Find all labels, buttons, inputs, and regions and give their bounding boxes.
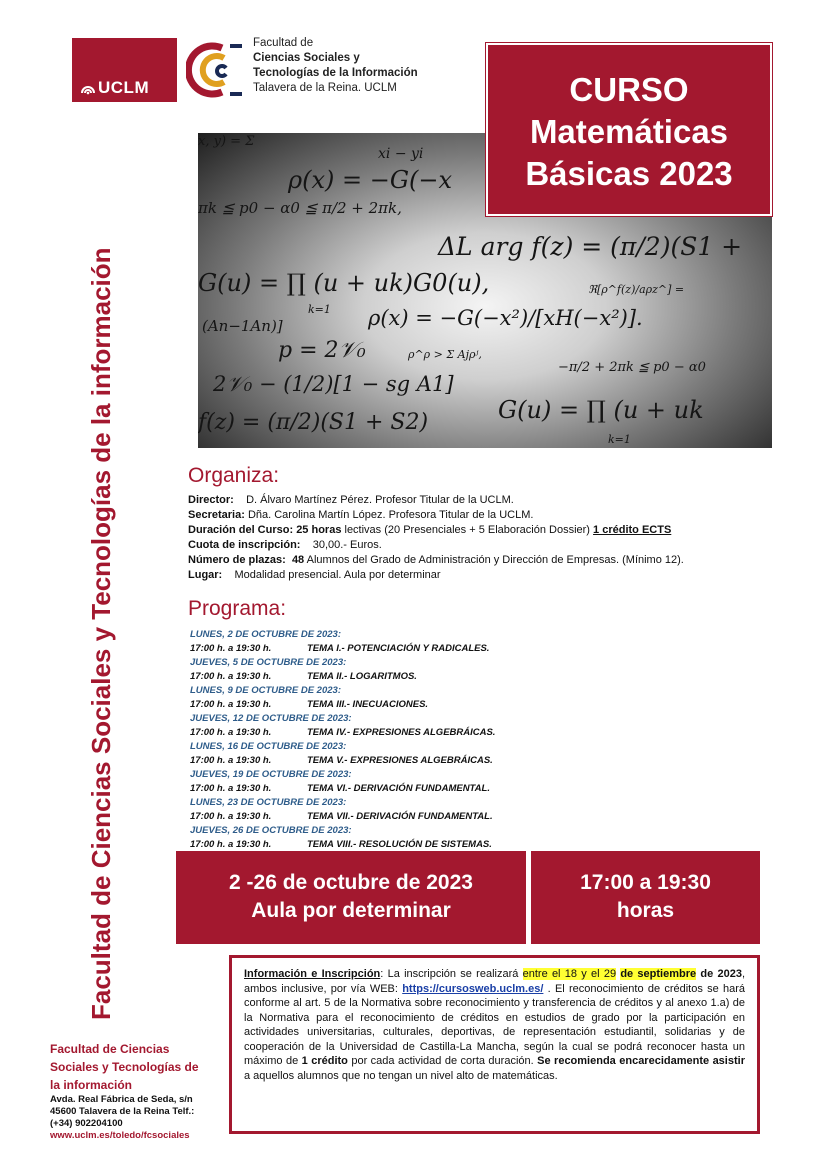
dates-text: 2 -26 de octubre de 2023	[229, 871, 473, 894]
session-topic: TEMA VII.- DERIVACIÓN FUNDAMENTAL.	[307, 811, 493, 822]
duracion-label: Duración del Curso:	[188, 524, 294, 536]
course-title-line: CURSO	[569, 71, 689, 108]
time-text: 17:00 a 19:30	[580, 871, 711, 894]
uclm-logo-text: UCLM	[98, 78, 150, 97]
address-street: Avda. Real Fábrica de Seda, s/n	[50, 1094, 193, 1105]
secretaria-label: Secretaria:	[188, 509, 245, 521]
session-time: 17:00 h. a 19:30 h.	[190, 671, 272, 682]
faculty-name-line: Talavera de la Reina. UCLM	[253, 82, 397, 94]
formula-text: ℜ[ρ^f(z)/aρz^] =	[588, 283, 685, 296]
info-highlight: de septiembre	[620, 968, 697, 980]
secretaria-value: Dña. Carolina Martín López. Profesora Titular de la UCLM.	[247, 509, 534, 521]
formula-text: πk ≦ p0 − α0 ≦ π/2 + 2πk,	[198, 199, 402, 217]
session-day: LUNES, 16 DE OCTUBRE DE 2023:	[190, 741, 347, 752]
session-topic: TEMA I.- POTENCIACIÓN Y RADICALES.	[307, 643, 490, 654]
faculty-name	[253, 36, 418, 96]
session-topic: TEMA III.- INECUACIONES.	[307, 699, 429, 710]
address-name-line: la información	[50, 1078, 133, 1092]
director-row	[188, 493, 768, 508]
organiza-details	[188, 493, 768, 583]
session-time: 17:00 h. a 19:30 h.	[190, 839, 272, 850]
plazas-value: Alumnos del Grado de Administración y Dirección de Empresas. (Mínimo 12).	[306, 554, 684, 566]
director-value: D. Álvaro Martínez Pérez. Profesor Titular de la UCLM.	[246, 494, 514, 506]
session-time: 17:00 h. a 19:30 h.	[190, 811, 272, 822]
session-slot	[190, 782, 750, 796]
formula-text: ρ^ρ > Σ Ajρʲ,	[408, 348, 482, 361]
info-recommend: Se recomienda encarecidamente asistir	[537, 1055, 745, 1067]
session-slot	[190, 810, 750, 824]
info-label: Información e Inscripción	[244, 968, 381, 980]
time-banner	[531, 851, 760, 944]
secretaria-row	[188, 508, 768, 523]
formula-text: (An−1An)]	[202, 317, 283, 335]
session-day: JUEVES, 5 DE OCTUBRE DE 2023:	[190, 657, 347, 668]
info-highlight: entre el 18 y el 29	[522, 968, 617, 980]
info-credit: 1 crédito	[301, 1055, 348, 1067]
formula-text: ΔL arg f(z) = (π/2)(S1 +	[438, 232, 743, 261]
session-topic: TEMA VI.- DERIVACIÓN FUNDAMENTAL.	[307, 783, 490, 794]
course-title-box	[486, 43, 772, 216]
info-text: por cada actividad de corta duración.	[347, 1055, 538, 1067]
address-name-line: Facultad de Ciencias	[50, 1042, 170, 1056]
faculty-name-line: Ciencias Sociales y	[253, 52, 360, 64]
programa-heading: Programa:	[188, 597, 287, 620]
info-box	[229, 955, 760, 1134]
duracion-creditos: 1 crédito ECTS	[593, 524, 672, 536]
faculty-logo-icon	[186, 38, 246, 102]
formula-text: k=1	[608, 433, 631, 446]
formula-text: 2𝒱₀ − (1/2)[1 − sg A1]	[213, 372, 454, 396]
formula-text: −π/2 + 2πk ≦ p0 − α0	[558, 360, 706, 375]
address-web-link[interactable]: www.uclm.es/toledo/fcsociales	[50, 1130, 190, 1141]
formula-text: G(u) = ∏ (u + uk	[498, 396, 704, 424]
course-title-line: Básicas 2023	[525, 155, 733, 192]
info-text: , ambos inclusive, por vía WEB:	[244, 968, 746, 995]
formula-text: G(u) = ∏ (u + uk)G0(u),	[198, 269, 490, 297]
formula-text: f(z) = (π/2)(S1 + S2)	[198, 410, 429, 435]
session-day: LUNES, 9 DE OCTUBRE DE 2023:	[190, 685, 341, 696]
formula-text: xi − yi	[378, 146, 424, 162]
session-day: LUNES, 2 DE OCTUBRE DE 2023:	[190, 629, 341, 640]
session-topic: TEMA V.- EXPRESIONES ALGEBRÁICAS.	[307, 755, 493, 766]
faculty-name-line: Tecnologías de la Información	[253, 67, 418, 79]
registration-link[interactable]: https://cursosweb.uclm.es/	[402, 982, 544, 995]
session-day: JUEVES, 26 DE OCTUBRE DE 2023:	[190, 825, 352, 836]
duracion-horas: 25 horas	[296, 524, 342, 536]
info-text: . El reconocimiento de créditos se hará conforme al art. 5 de la Normativa sobre reconocimiento y transferencia de créditos y al anexo 1.a) de la Normativa para el reconocimiento de créditos en estudios de grado por la participación en actividades universitarias, culturales, deportivas, de representación estudiantil, solidarias y de cooperación de la Universidad de Castilla-La Mancha, según la cual se podrá reconocer hasta un máximo de	[244, 982, 745, 1067]
info-text: a aquellos alumnos que no tengan un nivel alto de matemáticas.	[244, 1069, 558, 1082]
faculty-address	[50, 1040, 230, 1142]
uclm-logo	[72, 38, 177, 102]
duracion-row	[188, 523, 768, 538]
lugar-label: Lugar:	[188, 569, 223, 581]
formula-text: x, y) = Σ	[198, 134, 255, 149]
session-day: LUNES, 23 DE OCTUBRE DE 2023:	[190, 797, 347, 808]
plazas-label: Número de plazas:	[188, 554, 286, 566]
lugar-value: Modalidad presencial. Aula por determinar	[234, 569, 441, 581]
faculty-name-line: Facultad de	[253, 37, 314, 49]
cuota-row	[188, 538, 768, 553]
hours-text: horas	[616, 899, 675, 922]
session-slot	[190, 838, 750, 852]
session-time: 17:00 h. a 19:30 h.	[190, 727, 272, 738]
session-topic: TEMA II.- LOGARITMOS.	[307, 671, 417, 682]
session-slot	[190, 754, 750, 768]
info-text: de 2023	[696, 968, 742, 980]
session-slot	[190, 642, 750, 656]
session-topic: TEMA IV.- EXPRESIONES ALGEBRÁICAS.	[307, 727, 496, 738]
session-time: 17:00 h. a 19:30 h.	[190, 643, 272, 654]
address-phone: (+34) 902204100	[50, 1118, 123, 1129]
formula-text: ρ(x) = −G(−x	[288, 166, 453, 194]
formula-text: p = 2𝒱₀	[278, 338, 366, 363]
dates-banner	[176, 851, 526, 944]
formula-text: k=1	[308, 303, 331, 316]
session-slot	[190, 726, 750, 740]
duracion-detalle: lectivas (20 Presenciales + 5 Elaboración Dossier)	[344, 524, 590, 536]
uclm-emblem-icon	[80, 79, 96, 95]
lugar-row	[188, 568, 768, 583]
address-name-line: Sociales y Tecnologías de	[50, 1060, 199, 1074]
session-topic: TEMA VIII.- RESOLUCIÓN DE SISTEMAS.	[307, 839, 492, 850]
cuota-label: Cuota de inscripción:	[188, 539, 301, 551]
session-day: JUEVES, 19 DE OCTUBRE DE 2023:	[190, 769, 352, 780]
session-time: 17:00 h. a 19:30 h.	[190, 755, 272, 766]
room-text: Aula por determinar	[251, 899, 451, 922]
organiza-heading: Organiza:	[188, 464, 280, 487]
info-text: : La inscripción se realizará	[380, 968, 523, 980]
formula-text: ρ(x) = −G(−x²)/[xH(−x²)].	[368, 306, 643, 330]
director-label: Director:	[188, 494, 234, 506]
session-slot	[190, 698, 750, 712]
address-city: 45600 Talavera de la Reina Telf.:	[50, 1106, 195, 1117]
plazas-row	[188, 553, 768, 568]
side-title: Facultad de Ciencias Sociales y Tecnologías de la información	[86, 247, 116, 1020]
session-slot	[190, 670, 750, 684]
cuota-value: 30,00.- Euros.	[312, 539, 382, 551]
plazas-num: 48	[291, 554, 305, 566]
course-title-line: Matemáticas	[529, 113, 729, 150]
session-time: 17:00 h. a 19:30 h.	[190, 783, 272, 794]
session-time: 17:00 h. a 19:30 h.	[190, 699, 272, 710]
programa-list	[190, 628, 750, 852]
session-day: JUEVES, 12 DE OCTUBRE DE 2023:	[190, 713, 352, 724]
